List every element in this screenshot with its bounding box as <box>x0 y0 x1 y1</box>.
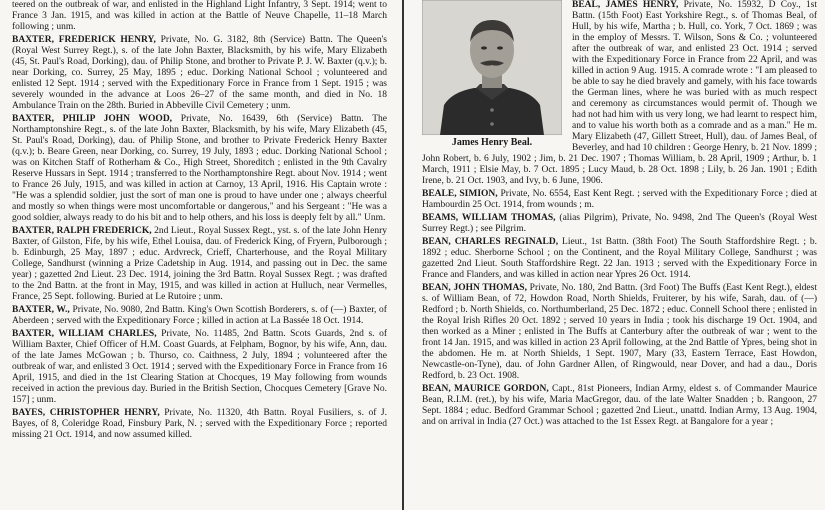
column-divider <box>402 0 404 510</box>
entry <box>422 384 817 428</box>
left-column <box>12 0 387 443</box>
entry-name: BAXTER, FREDERICK HENRY, <box>12 35 156 45</box>
soldier-portrait-image <box>422 0 562 135</box>
entry-name: BEALE, SIMION, <box>422 189 498 199</box>
entry-name: BAXTER, RALPH FREDERICK, <box>12 226 152 236</box>
entry <box>12 329 387 406</box>
entry-text: Lieut., 1st Battn. (38th Foot) The South Staffordshire Regt. ; b. 1892 ; educ. Sherborne School ; on the Continent, and the Royal Military College, Sandhurst ; was gazetted 2nd Lieut. South Staffordshire Regt. 22 Jan. 1913 ; served with the Expeditionary Force in France and Flanders, and was killed in action near Ypres 26 Oct. 1914. <box>422 237 817 280</box>
entry <box>422 189 817 211</box>
entry <box>422 283 817 382</box>
entry-name: BEAN, JOHN THOMAS, <box>422 283 527 293</box>
entry <box>12 35 387 112</box>
entry <box>12 0 387 33</box>
entry <box>422 213 817 235</box>
entry-name: BAYES, CHRISTOPHER HENRY, <box>12 408 160 418</box>
entry <box>422 237 817 281</box>
entry-text: Capt., 81st Pioneers, Indian Army, eldest s. of Commander Maurice Bean, R.I.M. (ret.), by his wife, Maria MacGregor, dau. of the late Walter Snadden ; b. Rangoon, 27 Sept. 1884 ; educ. Bedford Grammar School ; gazetted 2nd Lieut., unattd. Indian Army, 13 Aug. 1904, and on arrival in India (27 Oct.) was attached to the 1st Essex Regt. at Bangalore for a year ; <box>422 384 817 427</box>
entry-text: (alias Pilgrim), Private, No. 9498, 2nd The Queen's (Royal West Surrey Regt.) ; see Pilgrim. <box>422 213 818 234</box>
entry-text: Private, No. 9080, 2nd Battn. King's Own Scottish Borderers, s. of (—) Baxter, of Aberdeen ; served with the Expeditionary Force ; killed in action at La Bassée 18 Oct. 1914. <box>12 305 387 326</box>
entry-text: Private, No. 11320, 4th Battn. Royal Fusiliers, s. of J. Bayes, of 8, Coleridge Road, Finsbury Park, N. ; served with the Expeditionary Force ; reported missing 21 Oct. 1914, and now assumed killed. <box>12 408 387 440</box>
photo-caption: James Henry Beal. <box>451 137 533 148</box>
entry-name: BEAMS, WILLIAM THOMAS, <box>422 213 556 223</box>
entry-name: BEAN, MAURICE GORDON, <box>422 384 549 394</box>
entry-text: Private, No. G. 3182, 8th (Service) Battn. The Queen's (Royal West Surrey Regt.), s. of the late John Baxter, Blacksmith, by his wife, Mary Elizabeth (45, St. Paul's Road, Dorking), dau. of Philip Stone, and brother to Private P. J. W. Baxter (q.v.); b. near Dorking, co. Surrey, 25 May, 1895 ; educ. Dorking National School ; volunteered and enlisted 12 Sept. 1914 ; served with the Expeditionary Force in France from 1 Sept. 1915 ; was severely wounded in the advance at Loos 26–27 of the same month, and died in No. 18 Ambulance Train on the 28th. Buried in Abbeville Civil Cemetery ; unm. <box>12 35 388 111</box>
entry-text: Private, No. 180, 2nd Battn. (3rd Foot) The Buffs (East Kent Regt.), eldest s. of William Bean, of 72, Howdon Road, North Shields, Fruiterer, by his wife, Sarah, dau. of (—) Redford ; b. North Shields, co. Northumberland, 25 Dec. 1872 ; educ. Connell School there ; enlisted in the Royal Irish Rifles 20 Oct. 1892 ; served 10 years in India ; took his discharge 19 Oct. 1904, and then worked as a Miner ; enlisted in The Buffs at Canterbury after the outbreak of war ; went to the front 14 Jan. 1915, and was killed in action 23 April following, at the 2nd Battle of Ypres, being shot in the abdomen. He m. at North Shields, 1 Sept. 1907, Mary (33, Eastern Terrace, East Howdon, Newcastle-on-Tyne), dau. of John Gardner Allen, of Ringwould, near Dover, and had a dau., Doris Redford, b. 23 Oct. 1908. <box>422 283 817 381</box>
entry-name: BEAL, JAMES HENRY, <box>572 0 679 10</box>
portrait-photo <box>422 0 562 150</box>
entry-text: Private, No. 15932, D Coy., 1st Battn. (15th Foot) East Yorkshire Regt., s. of Thomas Beal, of Hull, by his wife, Martha ; b. Hull, co. York, 7 Oct. 1869 ; was in the employ of Messrs. T. Wilson, Sons & Co. ; volunteered after the outbreak of war, and enlisted 23 Oct. 1914 ; served with the Expeditionary Force in France from 22 April, and was killed in action 9 Aug. 1915. A comrade wrote : "I am pleased to be able to say he died bravely and gamely, with his face towards the German lines, where he was buried with as much respect and ceremony as circumstances would permit of. Though we had not had him with us very long, we had learnt to respect him, and to value his worth both as a comrade and as a man." He m. Mary Elizabeth (47, Gillett Street, Hull), dau. of James Beal, of Beverley, and had 10 children : George Henry, b. 21 Nov. 1899 ; John Robert, b. 6 July, 1902 ; Jim, b. 21 Dec. 1907 ; Thomas William, b. 28 April, 1909 ; Arthur, b. 1 March, 1911 ; Elsie May, b. 7 Oct. 1895 ; Lucy Maud, b. 28 Oct. 1898 ; Lily, b. 26 Jan. 1901 ; Edith Irene, b. 21 Oct. 1903, and Ivy, b. 6 June, 1906. <box>422 0 818 186</box>
entry-text: Private, No. 16439, 6th (Service) Battn. The Northamptonshire Regt., s. of the late John Baxter, Blacksmith, by his wife, Mary Elizabeth (45, St. Paul's Road, Dorking), dau. of Philip Stone, and brother to Private Frederick Henry Baxter (q.v.); b. Beare Green, near Dorking, co. Surrey, 19 July, 1893 ; educ. Dorking National School ; was on Kitchen Staff of Rotherham & Co., High Street, Shoreditch ; enlisted in the 9th Cavalry Reserve Hussars in Sept. 1914 ; transferred to the Northamptonshire Regt. about Nov. 1914 ; went to France 26 July, 1915, and was killed in action at Carnoy, 13 April, 1916. His Captain wrote : "He was a splendid soldier, just the sort of man one is proud to have under one ; always cheerful and mostly so when things were most uncomfortable or dangerous," and his Sergeant : "He was a good soldier, always ready to do his bit and to help others, and his loss is deeply felt by all." Unm. <box>12 114 387 223</box>
entry-name: BAXTER, WILLIAM CHARLES, <box>12 329 157 339</box>
entry <box>12 226 387 303</box>
right-column <box>422 0 817 430</box>
entry-text: Private, No. 11485, 2nd Battn. Scots Guards, 2nd s. of William Baxter, Chief Officer of H.M. Coast Guards, at Felpham, Bognor, by his wife, Ann, dau. of the late James McGowan ; b. Thurso, co. Caithness, 2 July, 1894 ; volunteered after the outbreak of war, and enlisted 3 Oct. 1914 ; served with the Expeditionary Force in France from 16 April, 1915, and died in the 1st Clearing Station at Chocques, 19 May following from wounds received in action the previous day. Buried in the British Section, Chocques Cemetery [Grave No. 157] ; unm. <box>12 329 387 405</box>
entry-text: teered on the outbreak of war, and enlisted in the Highland Light Infantry, 3 Sept. 1914; went to France 3 Jan. 1915, and was killed in action at the Battle of Neuve Chapelle, 11–18 March following ; unm. <box>12 0 387 32</box>
entry <box>12 408 387 441</box>
entry-text: 2nd Lieut., Royal Sussex Regt., yst. s. of the late John Henry Baxter, of Gilston, Fife, by his wife, Ethel Louisa, dau. of Frederick King, of Fryern, Pulborough ; b. Edinburgh, 25 May, 1897 ; educ. Ardvreck, Crieff, Charterhouse, and the Royal Military College, Sandhurst (winning a Prize Cadetship in Aug. 1914, and passing out in Dec. the same year) ; gazetted 2nd Lieut. 23 Dec. 1914, joining the 3rd Battn. Royal Sussex Regt. ; was drafted to the 2nd Battn. at the front in May, 1915, and was killed in action at Hulluch, near Vermelles, France, 25 Sept. following. Buried at Le Rutoire ; unm. <box>12 226 387 302</box>
entry <box>12 114 387 224</box>
entry <box>12 305 387 327</box>
entry-name: BEAN, CHARLES REGINALD, <box>422 237 559 247</box>
entry-name: BAXTER, PHILIP JOHN WOOD, <box>12 114 173 124</box>
entry-text: Private, No. 6554, East Kent Regt. ; served with the Expeditionary Force ; died at Hambourdin 25 Oct. 1914, from wounds ; m. <box>422 189 817 210</box>
entry-name: BAXTER, W., <box>12 305 70 315</box>
